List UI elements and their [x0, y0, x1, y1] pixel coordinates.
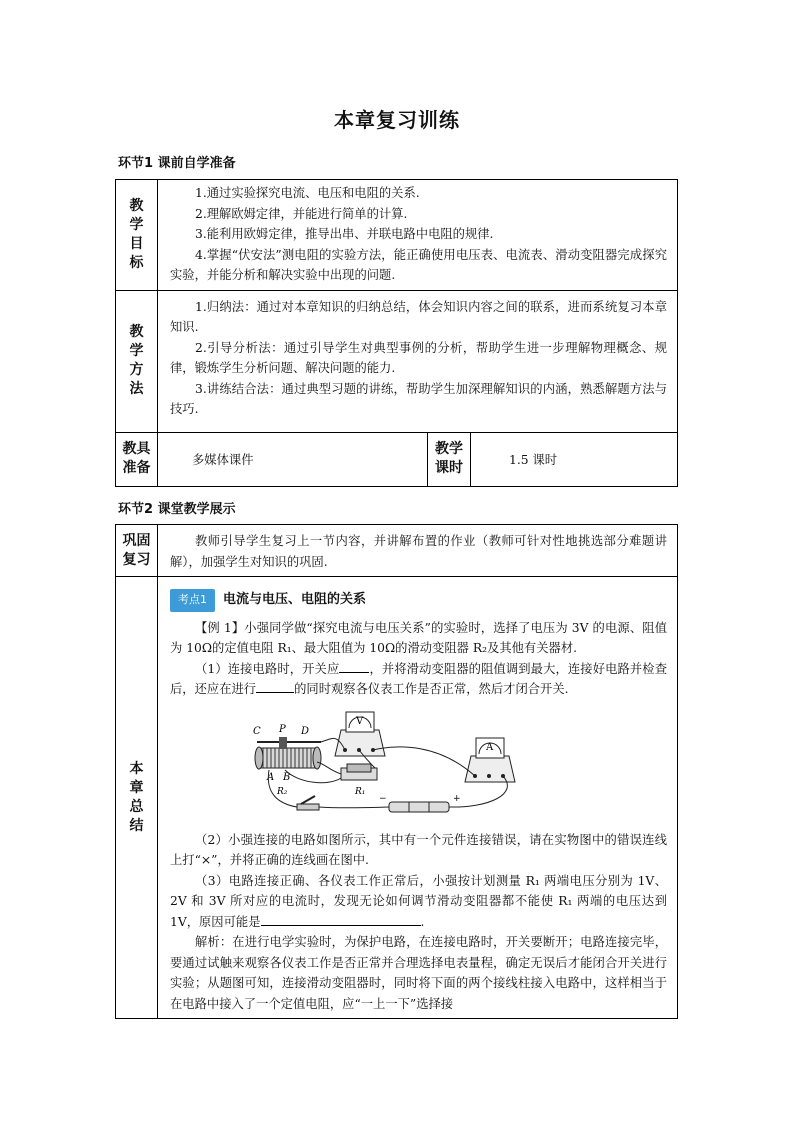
analysis-text: 解析：在进行电学实验时，为保护电路，在连接电路时，开关要断开；电路连接完毕，要通过试触来观察各仪表工作是否正常并合理选择电表量程，确定无误后才能闭合开关进行实验；从题图可知，连接滑动变阻器时，同时将下面的两个接线柱接入电路中，这样相当于在电路中接入了一个定值电阻，应“一上一下”选择接 [170, 935, 667, 1011]
objectives-cell [158, 180, 678, 291]
review-label: 巩固复习 [116, 525, 158, 577]
method-item: 2.引导分析法：通过引导学生对典型事例的分析，帮助学生进一步理解物理概念、规律，锻炼学生分析问题、解决问题的能力. [170, 340, 667, 375]
label-plus: + [452, 793, 461, 804]
tools-label: 教具准备 [116, 432, 158, 486]
objectives-label: 教学目标 [116, 180, 158, 291]
hours-value: 1.5 课时 [471, 432, 678, 486]
objective-item: 3.能利用欧姆定律，推导出串、并联电路中电阻的规律. [195, 227, 494, 241]
objective-item: 4.掌握“伏安法”测电阻的实验方法，能正确使用电压表、电流表、滑动变阻器完成探究实验，并能分析和解决实验中出现的问题. [170, 247, 667, 282]
objective-item: 2.理解欧姆定律，并能进行简单的计算. [195, 206, 408, 221]
method-item: 1.归纳法：通过对本章知识的归纳总结，体会知识内容之间的联系，进而系统复习本章知识. [170, 299, 667, 334]
summary-cell [158, 577, 678, 1019]
section-heading-1: 环节1 课前自学准备 [118, 156, 236, 171]
summary-label: 本章总结 [116, 577, 158, 1019]
label-ammeter: A [485, 741, 493, 753]
tools-value: 多媒体课件 [158, 432, 428, 486]
label-c: C [252, 725, 261, 737]
class-table [115, 524, 678, 1019]
method-item: 3.讲练结合法：通过典型习题的讲练，帮助学生加深理解知识的内涵，熟悉解题方法与技巧. [170, 381, 667, 416]
example-intro: 【例 1】小强同学做“探究电流与电压关系”的实验时，选择了电压为 3V 的电源、阻值为 10Ω的定值电阻 R₁、最大阻值为 10Ω的滑动变阻器 R₂及其他有关器材. [170, 620, 667, 655]
label-r2: R₂ [276, 786, 287, 797]
label-minus: − [378, 793, 387, 804]
review-cell [158, 525, 678, 577]
prep-table [115, 179, 678, 487]
objective-item: 1.通过实验探究电流、电压和电阻的关系. [195, 186, 420, 200]
page-title: 本章复习训练 [334, 108, 460, 132]
circuit-figure [249, 704, 589, 822]
label-b: B [282, 771, 290, 783]
methods-cell [158, 290, 678, 432]
answer-blank [261, 913, 421, 926]
label-r1: R₁ [354, 786, 365, 797]
methods-label: 教学方法 [116, 290, 158, 432]
question-2: （2）小强连接的电路如图所示，其中有一个元件连接错误，请在实物图中的错误连线上打“×”，并将正确的连线画在图中. [170, 832, 667, 867]
topic-title: 电流与电压、电阻的关系 [223, 592, 367, 607]
label-d: D [300, 725, 309, 737]
label-a: A [266, 771, 274, 783]
answer-blank [256, 680, 294, 693]
question-3: （3）电路连接正确、各仪表工作正常后，小强按计划测量 R₁ 两端电压分别为 1V、2V 和 3V 所对应的电流时，发现无论如何调节滑动变阻器都不能使 R₁ 两端的电压达到 1V，原因可能是 . [170, 873, 667, 929]
topic-badge: 考点1 [170, 589, 215, 612]
section-heading-2: 环节2 课堂教学展示 [118, 502, 236, 517]
label-voltmeter: V [355, 715, 363, 727]
review-text: 教师引导学生复习上一节内容，并讲解布置的作业（教师可针对性地挑选部分难题讲解），加强学生对知识的巩固. [170, 534, 667, 569]
hours-label: 教学课时 [428, 432, 471, 486]
answer-blank [339, 660, 369, 673]
label-p: P [278, 723, 286, 735]
question-1: （1）连接电路时，开关应 ，并将滑动变阻器的阻值调到最大，连接好电路并检查后，还应在进行 的同时观察各仪表工作是否正常，然后才闭合开关. [170, 661, 667, 696]
